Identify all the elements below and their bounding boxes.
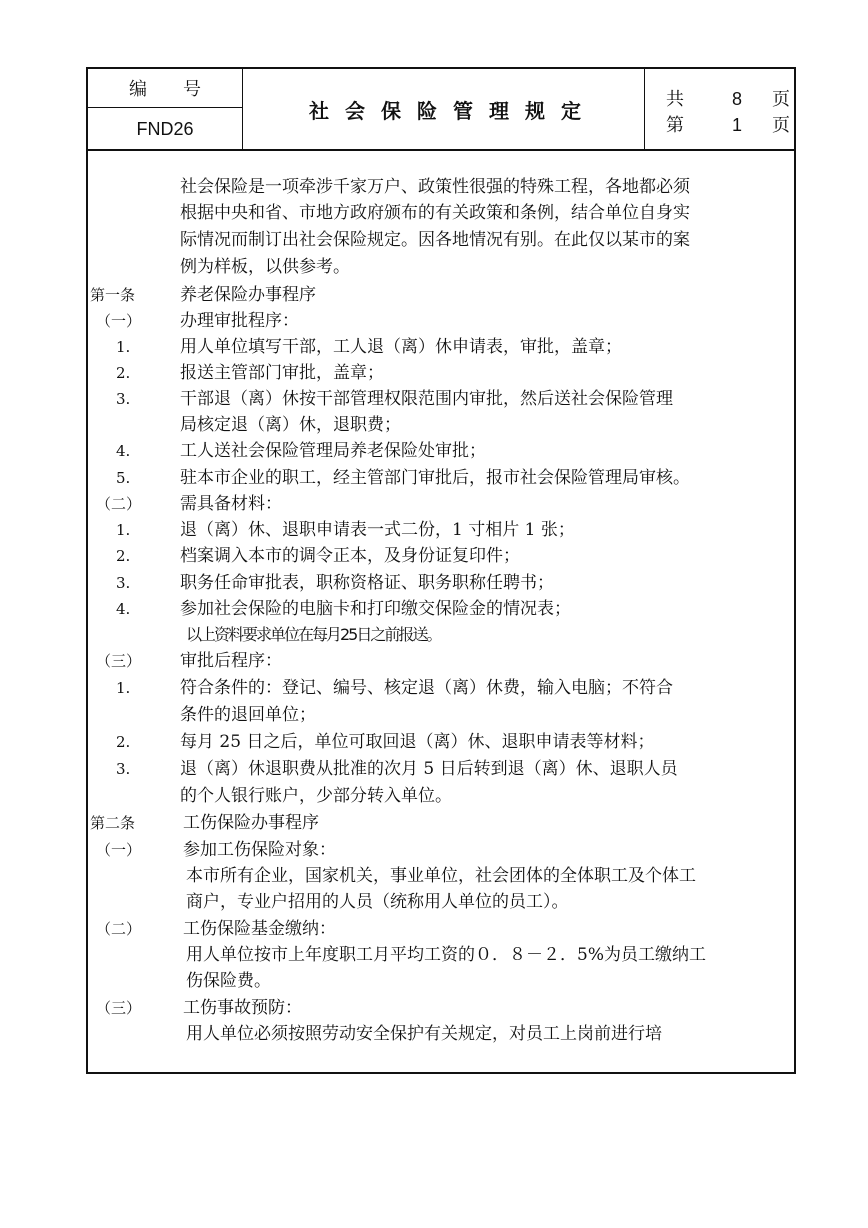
- item-number: 3.: [116, 574, 131, 592]
- item-number: 4.: [116, 600, 131, 618]
- body-line: 用人单位必须按照劳动安全保护有关规定，对员工上岗前进行培: [186, 1024, 662, 1044]
- item-number: 2.: [116, 733, 131, 751]
- item-number: 4.: [116, 442, 131, 460]
- article-label: 第一条: [90, 286, 136, 304]
- section-label: （二）: [96, 920, 142, 938]
- body-line: 档案调入本市的调令正本，及身份证复印件；: [180, 546, 520, 566]
- header-divider: [242, 69, 243, 149]
- total-pages: [666, 85, 790, 111]
- header-divider: [88, 107, 242, 108]
- body-line: 本市所有企业，国家机关，事业单位，社会团体的全体职工及个体工: [186, 866, 696, 886]
- body-line: 报送主管部门审批，盖章；: [180, 363, 384, 383]
- section-label: （三）: [96, 999, 142, 1017]
- body-line: 工伤保险基金缴纳：: [183, 919, 336, 939]
- body-line: 工人送社会保险管理局养老保险处审批；: [180, 441, 486, 461]
- total-pages-number: 8: [731, 89, 742, 109]
- page-prefix: 第: [666, 115, 684, 136]
- document-title: 社会保险管理规定: [309, 98, 597, 123]
- item-number: 2.: [116, 547, 131, 565]
- article-label: 第二条: [90, 814, 136, 832]
- body-line: 商户，专业户招用的人员（统称用人单位的员工）。: [186, 892, 569, 912]
- body-line: 的个人银行账户，少部分转入单位。: [180, 786, 452, 806]
- body-line: 养老保险办事程序: [180, 285, 316, 305]
- body-line: 需具备材料：: [180, 494, 282, 514]
- body-line: 参加社会保险的电脑卡和打印缴交保险金的情况表；: [180, 599, 571, 619]
- item-number: 1.: [116, 679, 131, 697]
- body-line: 审批后程序：: [180, 651, 282, 671]
- body-line: 条件的退回单位；: [180, 705, 316, 725]
- header-table: [88, 69, 794, 151]
- body-line: 干部退（离）休按干部管理权限范围内审批，然后送社会保险管理: [180, 389, 673, 409]
- section-label: （三）: [96, 652, 142, 670]
- total-prefix: 共: [666, 89, 684, 110]
- page-number-value: 1: [731, 115, 742, 135]
- body-line: 以上资料要求单位在每月25日之前报送。: [186, 625, 441, 644]
- page-suffix: 页: [772, 115, 790, 136]
- item-number: 3.: [116, 760, 131, 778]
- item-number: 2.: [116, 364, 131, 382]
- body-line: 办理审批程序：: [180, 311, 299, 331]
- body-line: 用人单位按市上年度职工月平均工资的０．８－２．5%为员工缴纳工: [186, 945, 706, 965]
- code-label: 编号: [129, 79, 237, 100]
- body-line: 退（离）休、退职申请表一式二份，1 寸相片 1 张；: [180, 520, 575, 540]
- section-label: （二）: [96, 495, 142, 513]
- intro-line: 例为样板，以供参考。: [180, 257, 350, 277]
- body-line: 用人单位填写干部，工人退（离）休申请表，审批，盖章；: [180, 337, 622, 357]
- body-line: 职务任命审批表，职称资格证、职务职称任聘书；: [180, 573, 554, 593]
- body-line: 局核定退（离）休，退职费；: [180, 415, 401, 435]
- item-number: 1.: [116, 521, 131, 539]
- body-line: 每月 25 日之后，单位可取回退（离）休、退职申请表等材料；: [180, 732, 655, 752]
- intro-line: 际情况而制订出社会保险规定。因各地情况有别。在此仅以某市的案: [180, 230, 690, 250]
- page-number: [666, 111, 790, 137]
- body-line: 伤保险费。: [186, 971, 271, 991]
- item-number: 5.: [116, 469, 131, 487]
- body-line: 驻本市企业的职工，经主管部门审批后，报市社会保险管理局审核。: [180, 468, 690, 488]
- body-line: 退（离）休退职费从批准的次月 5 日后转到退（离）休、退职人员: [180, 759, 678, 779]
- intro-line: 社会保险是一项牵涉千家万户、政策性很强的特殊工程，各地都必须: [180, 177, 690, 197]
- body-line: 参加工伤保险对象：: [183, 840, 336, 860]
- code-value: FND26: [136, 118, 194, 139]
- item-number: 3.: [116, 390, 131, 408]
- section-label: （一）: [96, 841, 142, 859]
- body-line: 符合条件的：登记、编号、核定退（离）休费，输入电脑；不符合: [180, 678, 673, 698]
- intro-line: 根据中央和省、市地方政府颁布的有关政策和条例，结合单位自身实: [180, 203, 690, 223]
- section-label: （一）: [96, 312, 142, 330]
- body-line: 工伤保险办事程序: [183, 813, 319, 833]
- body-line: 工伤事故预防：: [183, 998, 302, 1018]
- total-suffix: 页: [772, 89, 790, 110]
- item-number: 1.: [116, 338, 131, 356]
